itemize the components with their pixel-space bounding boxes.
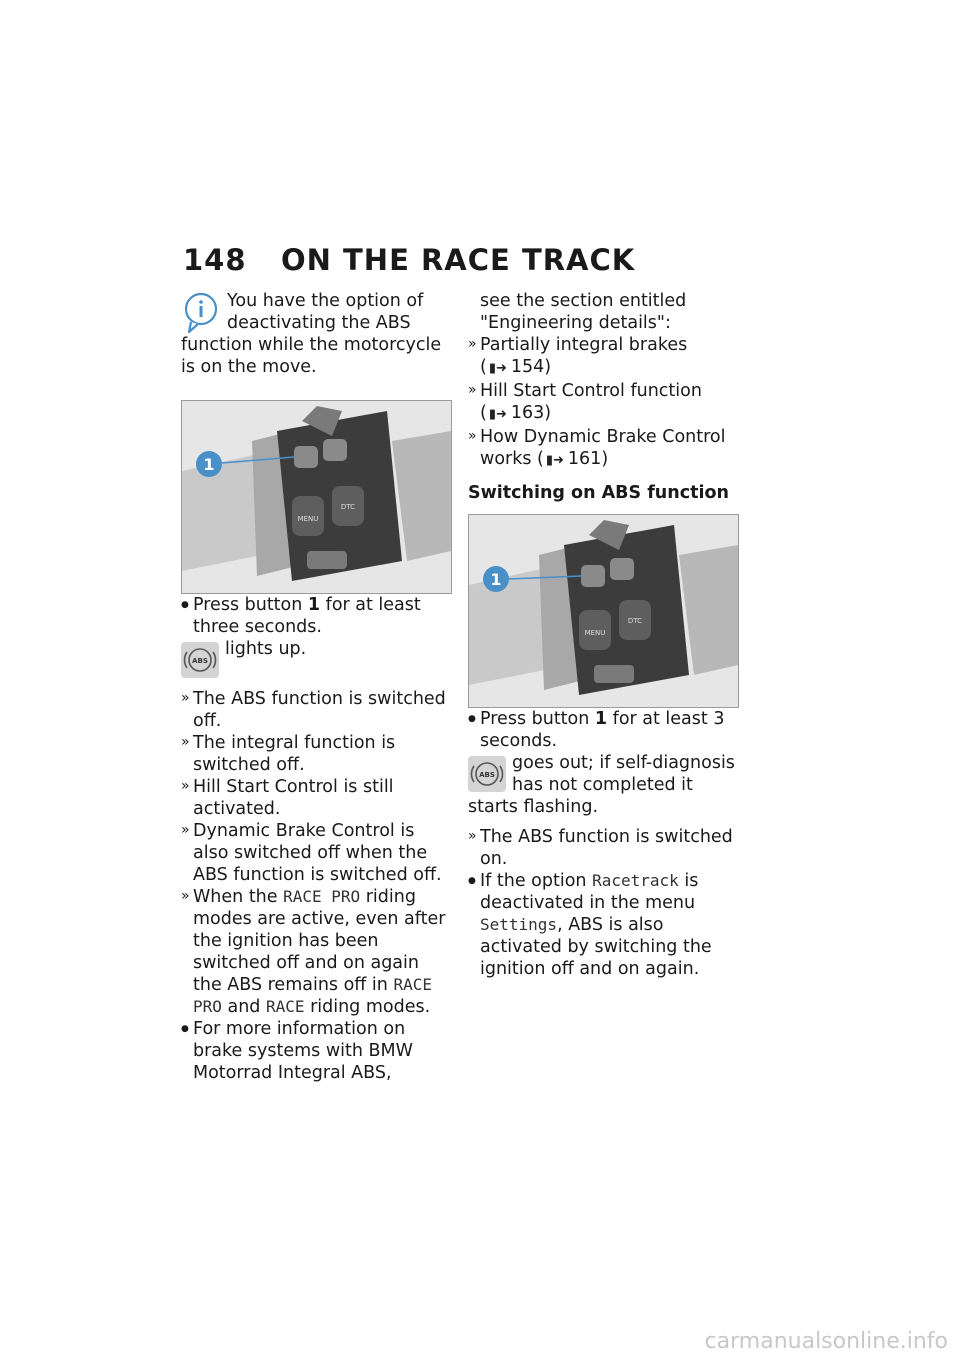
page-title: ON THE RACE TRACK [281, 243, 636, 277]
reference-item[interactable]: » Partially integral brakes ( ▮➜ 154) [468, 334, 743, 380]
result-item: » The ABS function is switched off. [181, 688, 453, 732]
mode-race-pro: RACE PRO [193, 975, 432, 1016]
option-racetrack: Racetrack [592, 871, 679, 890]
menu-button-label: MENU [584, 629, 606, 637]
menu-settings: Settings [480, 915, 558, 934]
button-number: 1 [307, 595, 321, 615]
more-info-item: ● For more information on brake systems with BMW Motorrad Integral ABS, [181, 1018, 453, 1084]
result-item: » The integral function is switched off. [181, 732, 453, 776]
abs-indicator-line [468, 752, 743, 818]
info-note [181, 290, 453, 378]
abs-warning-icon [468, 756, 506, 792]
handlebar-figure-2 [468, 514, 739, 708]
result-item: » The ABS function is switched on. [468, 826, 743, 870]
mode-race: RACE [265, 997, 305, 1016]
callout-1: 1 [203, 455, 215, 474]
section-reference-text: see the section entitled "Engineering details": [480, 291, 687, 333]
svg-text:ABS: ABS [479, 771, 495, 779]
icon-description: goes out; if self-diagnosis has not completed it starts flashing. [468, 753, 735, 817]
info-icon [181, 292, 221, 334]
watermark: carmanualsonline.info [704, 1329, 948, 1354]
note-text: You have the option of deactivating the ABS function while the motorcycle is on the move. [181, 291, 442, 377]
dtc-button-label: DTC [340, 503, 356, 511]
button-number: 1 [594, 709, 608, 729]
results-list [468, 826, 743, 980]
section-subheading: Switching on ABS function [468, 483, 729, 503]
result-item: » Dynamic Brake Control is also switched off when the ABS function is switched off. [181, 820, 453, 886]
dtc-button-label: DTC [627, 617, 643, 625]
svg-text:ABS: ABS [192, 657, 208, 665]
results-list [181, 688, 453, 1084]
page-number: 148 [183, 243, 247, 277]
reference-list [468, 334, 743, 472]
left-column [181, 290, 453, 1084]
abs-indicator-line [181, 638, 453, 684]
reference-item[interactable]: » Hill Start Control function ( ▮➜ 163) [468, 380, 743, 426]
menu-button-label: MENU [297, 515, 319, 523]
handlebar-switch-image [469, 515, 738, 707]
result-item: » Hill Start Control is still activated. [181, 776, 453, 820]
steps-list [181, 594, 453, 638]
reference-item[interactable]: » How Dynamic Brake Control works ( ▮➜ 161) [468, 426, 743, 472]
right-column [468, 290, 743, 980]
racetrack-option-item: ● If the option Racetrack is deactivated in the menu Settings, ABS is also activated by switching the ignition off and on again. [468, 870, 743, 980]
page-arrow-icon: ▮➜ [488, 407, 507, 422]
mode-race-pro: RACE PRO [283, 887, 361, 906]
handlebar-switch-image [182, 401, 451, 593]
result-item-race-pro: » When the RACE PRO riding modes are active, even after the ignition has been switched off and on again the ABS remains off in RACE PRO and RACE riding modes. [181, 886, 453, 1018]
icon-description: lights up. [225, 639, 307, 659]
handlebar-figure-1 [181, 400, 452, 594]
steps-list [468, 708, 743, 752]
page-arrow-icon: ▮➜ [488, 361, 507, 376]
step-press-button: ● Press button 1 for at least three seconds. [181, 594, 453, 638]
abs-warning-icon [181, 642, 219, 678]
page-arrow-icon: ▮➜ [545, 453, 564, 468]
callout-1: 1 [490, 570, 502, 589]
step-press-button: ● Press button 1 for at least 3 seconds. [468, 708, 743, 752]
